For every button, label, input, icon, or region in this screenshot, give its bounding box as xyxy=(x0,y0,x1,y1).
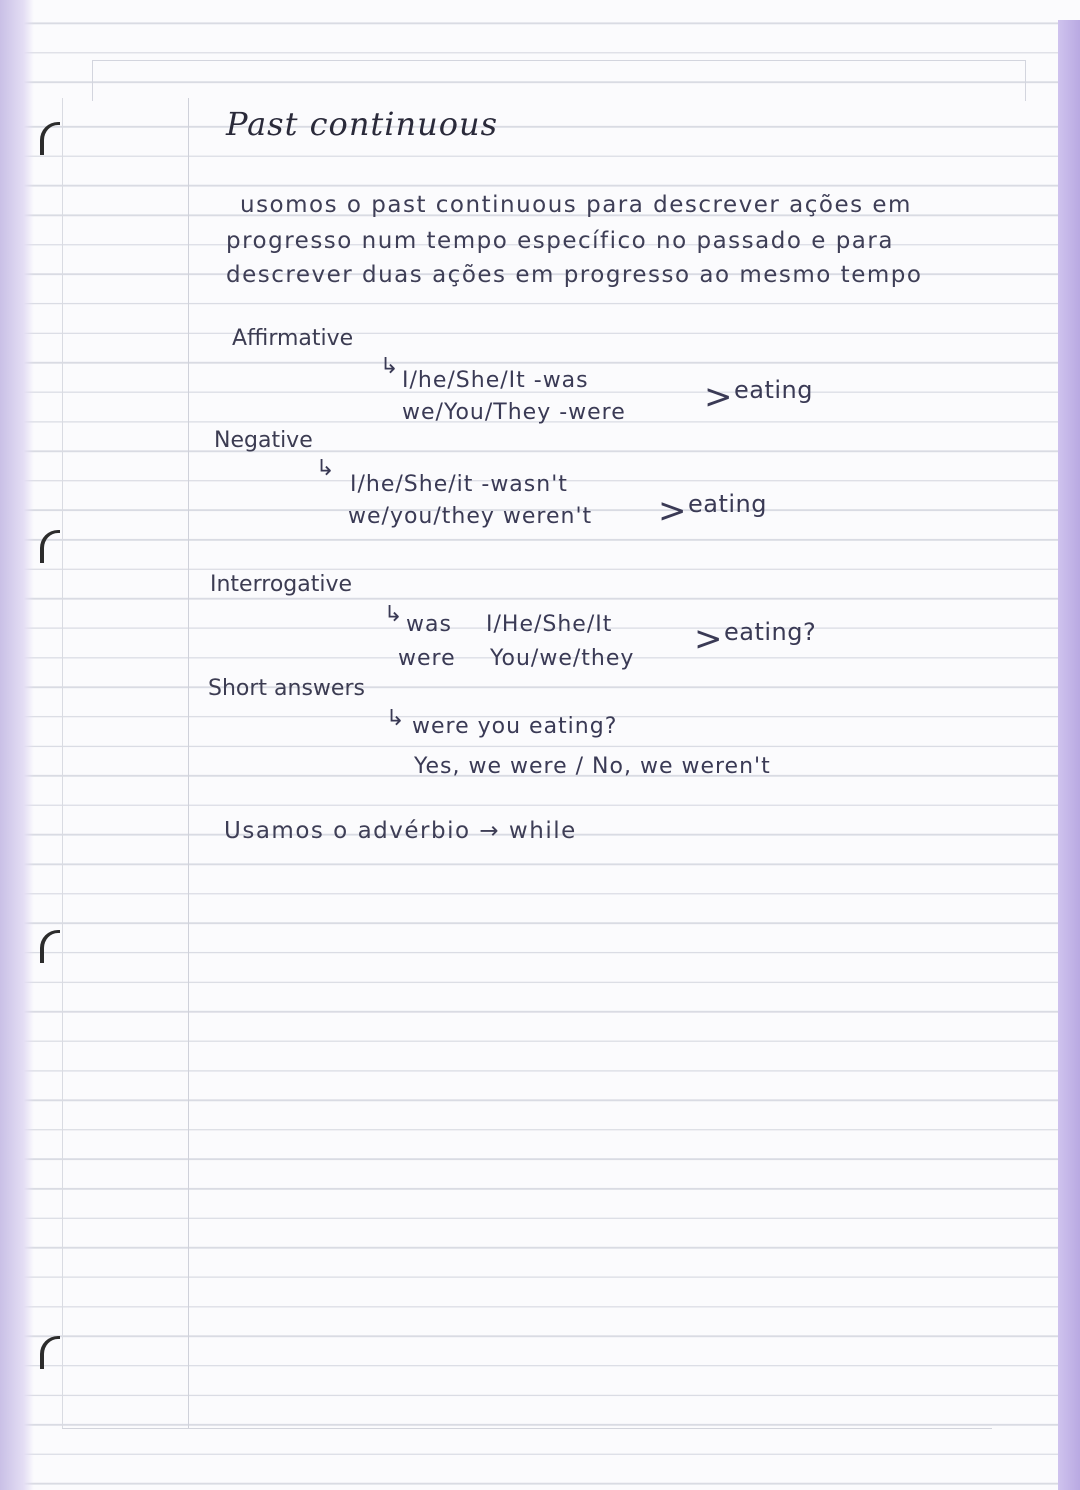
intro-line-2: progresso num tempo específico no passado e para xyxy=(226,228,894,254)
page-left-edge xyxy=(0,0,34,1490)
affirmative-arrow-icon: ↳ xyxy=(380,354,399,379)
interrogative-arrow-icon: ↳ xyxy=(384,602,403,627)
affirmative-verb: eating xyxy=(734,376,813,404)
negative-line-1: I/he/She/it -wasn't xyxy=(350,472,568,497)
negative-verb: eating xyxy=(688,490,767,518)
interrogative-aux-1: was xyxy=(406,612,452,637)
margin-line xyxy=(188,98,189,1428)
short-answers-arrow-icon: ↳ xyxy=(386,706,405,731)
interrogative-bracket: > xyxy=(694,619,723,659)
interrogative-aux-2: were xyxy=(398,646,456,671)
negative-arrow-icon: ↳ xyxy=(316,456,335,481)
header-box xyxy=(92,60,1026,101)
page-right-edge xyxy=(1058,20,1080,1490)
short-answers-question: were you eating? xyxy=(412,714,618,739)
short-answers-answer: Yes, we were / No, we weren't xyxy=(414,754,771,779)
interrogative-label: Interrogative xyxy=(210,572,353,597)
affirmative-line-2: we/You/They -were xyxy=(402,400,626,425)
negative-line-2: we/you/they weren't xyxy=(348,504,593,529)
affirmative-line-1: I/he/She/It -was xyxy=(402,368,589,393)
intro-line-3: descrever duas ações em progresso ao mesmo tempo xyxy=(226,262,923,288)
bottom-rule xyxy=(62,1428,992,1429)
negative-bracket: > xyxy=(658,491,687,531)
affirmative-bracket: > xyxy=(704,377,733,417)
outer-margin-line xyxy=(62,98,63,1428)
affirmative-label: Affirmative xyxy=(232,326,354,351)
interrogative-verb: eating? xyxy=(724,618,817,646)
adverb-note: Usamos o advérbio → while xyxy=(224,818,577,844)
short-answers-label: Short answers xyxy=(208,676,365,701)
interrogative-subject-2: You/we/they xyxy=(490,646,635,671)
page-title: Past continuous xyxy=(226,105,499,143)
intro-line-1: usomos o past continuous para descrever ações em xyxy=(240,192,912,218)
interrogative-subject-1: I/He/She/It xyxy=(486,612,613,637)
negative-label: Negative xyxy=(214,428,313,453)
